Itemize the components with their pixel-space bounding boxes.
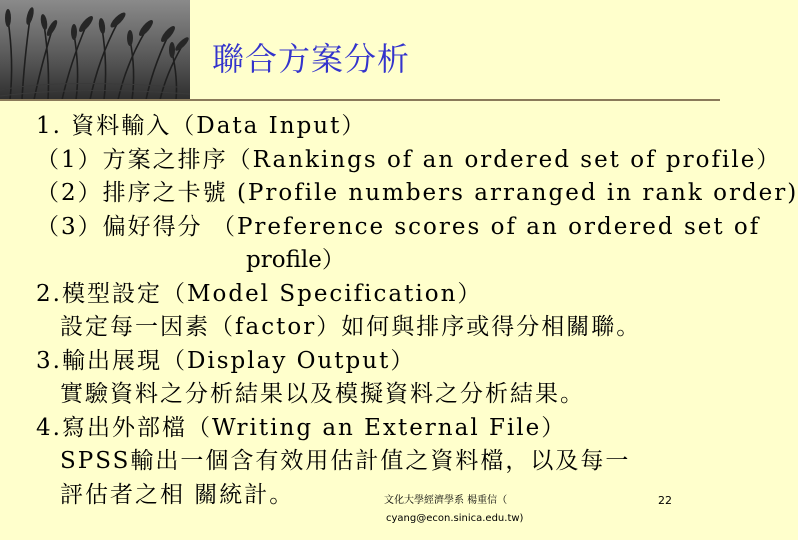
footer-author: 文化大學經濟學系 楊重信（ (384, 495, 508, 506)
slide-body (36, 110, 798, 512)
page-number: 22 (658, 494, 672, 507)
wheat-field-icon (0, 0, 190, 100)
section-3-body: 實驗資料之分析結果以及模擬資料之分析結果。 (60, 381, 585, 407)
item-1-3-continuation: profile） (246, 247, 345, 273)
section-2-body: 設定每一因素（factor）如何與排序或得分相關聯。 (60, 314, 642, 340)
item-1-3: （3）偏好得分 （Preference scores of an ordered set of (36, 213, 761, 240)
section-3-heading: 3.輸出展現（Display Output） (36, 347, 416, 374)
section-4-body: SPSS輸出一個含有效用估計值之資料檔，以及每一 (60, 448, 631, 474)
page-title: 聯合方案分析 (212, 40, 411, 78)
wheat-field-image (0, 0, 190, 100)
section-4-body-last-line: 評估者之相 關統計。 (60, 481, 295, 508)
item-1-2: （2）排序之卡號 (Profile numbers arranged in rank order) (36, 180, 798, 206)
section-4-body-continuation (36, 479, 712, 513)
section-1-heading: 1. 資料輸入（Data Input） (36, 113, 367, 139)
item-1-1: （1）方案之排序（Rankings of an ordered set of profile） (36, 146, 782, 173)
footer-email: cyang@econ.sinica.edu.tw) (386, 513, 524, 524)
footer-credit (384, 493, 523, 527)
section-4-heading: 4.寫出外部檔（Writing an External File） (36, 414, 567, 441)
title-divider (0, 99, 720, 101)
section-2-heading: 2.模型設定（Model Specification） (36, 280, 483, 307)
